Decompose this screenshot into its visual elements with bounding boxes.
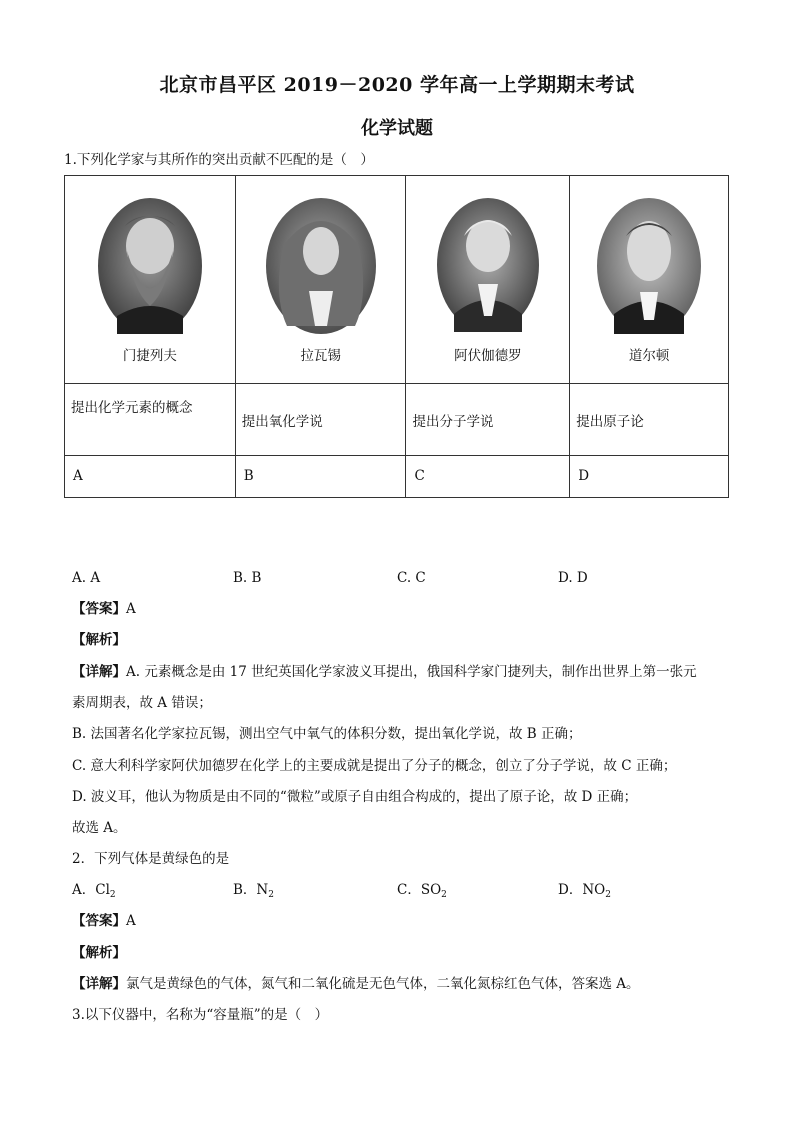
- option-prefix: A．: [72, 882, 96, 898]
- letter-text: A: [73, 468, 83, 484]
- portrait-cell-3: [406, 176, 570, 384]
- scientist-table: [64, 175, 729, 498]
- formula-subscript: 2: [605, 890, 611, 900]
- answer-tag: 【答案】: [72, 601, 126, 617]
- formula: SO: [420, 882, 442, 898]
- q1-explanation-line-5: D. 波义耳，他认为物质是由不同的“微粒”或原子自由组合构成的，提出了原子论，故 D 正确；: [72, 789, 638, 805]
- formula-subscript: 2: [268, 890, 274, 900]
- scientist-name: 道尔顿: [628, 348, 670, 364]
- q3-stem: 3.以下仪器中，名称为“容量瓶”的是（ ）: [72, 1007, 329, 1023]
- scientist-name: 阿伏伽德罗: [454, 348, 522, 364]
- letter-text: C: [414, 468, 425, 484]
- q2-option-d: [558, 880, 611, 905]
- formula: Cl: [95, 882, 110, 898]
- contribution-text: 提出氧化学说: [241, 414, 323, 430]
- contribution-cell: [406, 384, 570, 456]
- q1-option-a: A. A: [72, 570, 101, 586]
- portrait-avogadro: [436, 196, 540, 334]
- q1-option-b: B. B: [233, 570, 262, 586]
- q2-option-a: [72, 880, 116, 905]
- portrait-mendeleev: [97, 196, 203, 336]
- portrait-row: [65, 176, 729, 384]
- contribution-cell: [235, 384, 406, 456]
- option-prefix: B．: [233, 882, 257, 898]
- q2-stem: 2．下列气体是黄绿色的是: [72, 851, 230, 867]
- q1-explanation-line-6: 故选 A。: [72, 820, 127, 836]
- option-prefix: C．: [397, 882, 421, 898]
- contribution-cell: [65, 384, 236, 456]
- formula: NO: [582, 882, 606, 898]
- explanation-text: A. 元素概念是由 17 世纪英国化学家波义耳提出，俄国科学家门捷列夫，制作出世界上第一张元: [126, 664, 697, 680]
- q1-explanation-line-1: [72, 662, 697, 682]
- scientist-name: 门捷列夫: [122, 348, 177, 364]
- formula: N: [256, 882, 269, 898]
- answer-value: A: [126, 913, 136, 929]
- q2-explanation: [72, 974, 640, 994]
- q1-analysis-tag: 【解析】: [72, 632, 126, 648]
- q1-answer: [72, 599, 136, 619]
- contribution-text: 提出原子论: [576, 414, 644, 430]
- contribution-cell: [570, 384, 729, 456]
- letter-cell: [65, 456, 236, 498]
- q1-explanation-line-4: C. 意大利科学家阿伏加德罗在化学上的主要成就是提出了分子的概念，创立了分子学说，故 C 正确；: [72, 758, 677, 774]
- answer-value: A: [126, 601, 136, 617]
- letter-text: D: [578, 468, 590, 484]
- letter-row: [65, 456, 729, 498]
- letter-cell: [570, 456, 729, 498]
- explanation-text: 氯气是黄绿色的气体，氮气和二氧化硫是无色气体，二氧化氮棕红色气体，答案选 A。: [126, 976, 640, 992]
- q2-option-c: [397, 880, 447, 905]
- q1-explanation-line-3: B. 法国著名化学家拉瓦锡，测出空气中氧气的体积分数，提出氧化学说，故 B 正确；: [72, 726, 582, 742]
- q1-option-c: C. C: [397, 570, 426, 586]
- letter-cell: [406, 456, 570, 498]
- q2-analysis-tag: 【解析】: [72, 945, 126, 961]
- option-prefix: D．: [558, 882, 583, 898]
- page-title: 北京市昌平区 2019－2020 学年高一上学期期末考试: [159, 74, 635, 96]
- detail-tag: 【详解】: [72, 664, 126, 680]
- formula-subscript: 2: [109, 890, 116, 900]
- q1-option-d: D. D: [558, 570, 588, 586]
- contribution-text: 提出化学元素的概念: [71, 400, 193, 416]
- page-subtitle: 化学试题: [361, 118, 433, 139]
- portrait-cell-4: [570, 176, 729, 384]
- portrait-lavoisier: [265, 196, 377, 336]
- detail-tag: 【详解】: [72, 976, 126, 992]
- q2-answer: [72, 911, 136, 931]
- q1-stem: 1.下列化学家与其所作的突出贡献不匹配的是（ ）: [64, 152, 374, 168]
- portrait-cell-2: [235, 176, 406, 384]
- scientist-name: 拉瓦锡: [300, 348, 341, 364]
- q1-explanation-line-2: 素周期表，故 A 错误；: [72, 695, 212, 711]
- letter-cell: [235, 456, 406, 498]
- portrait-dalton: [596, 196, 702, 336]
- contribution-row: [65, 384, 729, 456]
- letter-text: B: [243, 468, 254, 484]
- portrait-cell-1: [65, 176, 236, 384]
- answer-tag: 【答案】: [72, 913, 126, 929]
- q2-option-b: [233, 880, 274, 905]
- formula-subscript: 2: [441, 890, 447, 900]
- contribution-text: 提出分子学说: [412, 414, 494, 430]
